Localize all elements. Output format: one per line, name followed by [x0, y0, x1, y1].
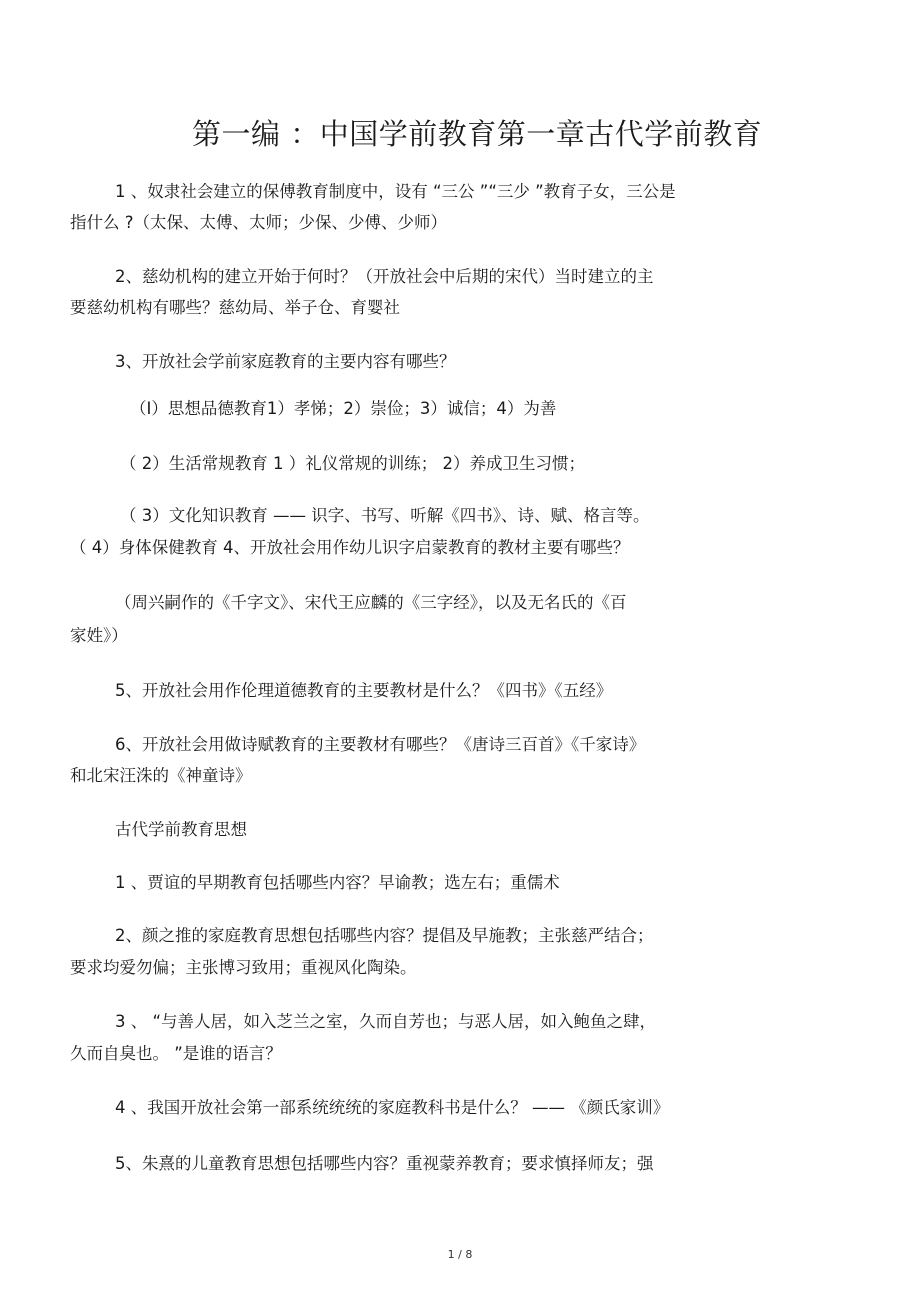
text-line: 3 、 “与善人居，如入芝兰之室，久而自芳也；与恶人居，如入鲍鱼之肆， [115, 1012, 657, 1031]
text-line: 1 、奴隶社会建立的保傅教育制度中，设有 “三公 ”“三少 ”教育子女，三公是 [115, 182, 676, 201]
text-line: 久而自臭也。 ”是谁的语言？ [70, 1044, 282, 1063]
text-line: （I）思想品德教育1）孝悌；2）崇俭；3）诚信；4）为善 [130, 399, 557, 418]
text-line: 1 、贾谊的早期教育包括哪些内容？早谕教；选左右；重儒术 [115, 873, 560, 892]
text-line: （ 4）身体保健教育 4、开放社会用作幼儿识字启蒙教育的教材主要有哪些？ [70, 538, 630, 557]
text-line: 4 、我国开放社会第一部系统统统的家庭教科书是什么？ —— 《颜氏家训》 [115, 1098, 670, 1117]
page-title: 第一编 ：中国学前教育第一章古代学前教育 [192, 117, 763, 151]
text-line: 3、开放社会学前家庭教育的主要内容有哪些？ [115, 352, 456, 371]
text-line: 和北宋汪洙的《神童诗》 [70, 766, 252, 785]
text-line: （ 2）生活常规教育 1 ）礼仪常规的训练； 2）养成卫生习惯； [120, 454, 585, 473]
text-line: 指什么 ?（太保、太傅、太师；少保、少傅、少师） [70, 213, 448, 232]
text-line: 2、颜之推的家庭教育思想包括哪些内容？提倡及早施教；主张慈严结合； [115, 926, 654, 945]
text-line: 5、开放社会用作伦理道德教育的主要教材是什么？《四书》《五经》 [115, 681, 613, 700]
page-number: 1 / 8 [447, 1248, 473, 1261]
text-line: 6、开放社会用做诗赋教育的主要教材有哪些？《唐诗三百首》《千家诗》 [115, 735, 646, 754]
text-line: 2、慈幼机构的建立开始于何时？（开放社会中后期的宋代）当时建立的主 [115, 267, 654, 286]
text-line: （周兴嗣作的《千字文》、宋代王应麟的《三字经》，以及无名氏的《百 [115, 593, 627, 612]
text-line: 要求均爱勿偏；主张博习致用；重视风化陶染。 [70, 958, 417, 977]
text-line: 家姓》） [70, 626, 128, 645]
section-heading: 古代学前教育思想 [115, 820, 247, 839]
text-line: 要慈幼机构有哪些？慈幼局、举子仓、育婴社 [70, 298, 400, 317]
text-line: 5、朱熹的儿童教育思想包括哪些内容？重视蒙养教育；要求慎择师友；强 [115, 1154, 654, 1173]
text-line: （ 3）文化知识教育 —— 识字、书写、听解《四书》、诗、赋、格言等。 [120, 506, 650, 525]
